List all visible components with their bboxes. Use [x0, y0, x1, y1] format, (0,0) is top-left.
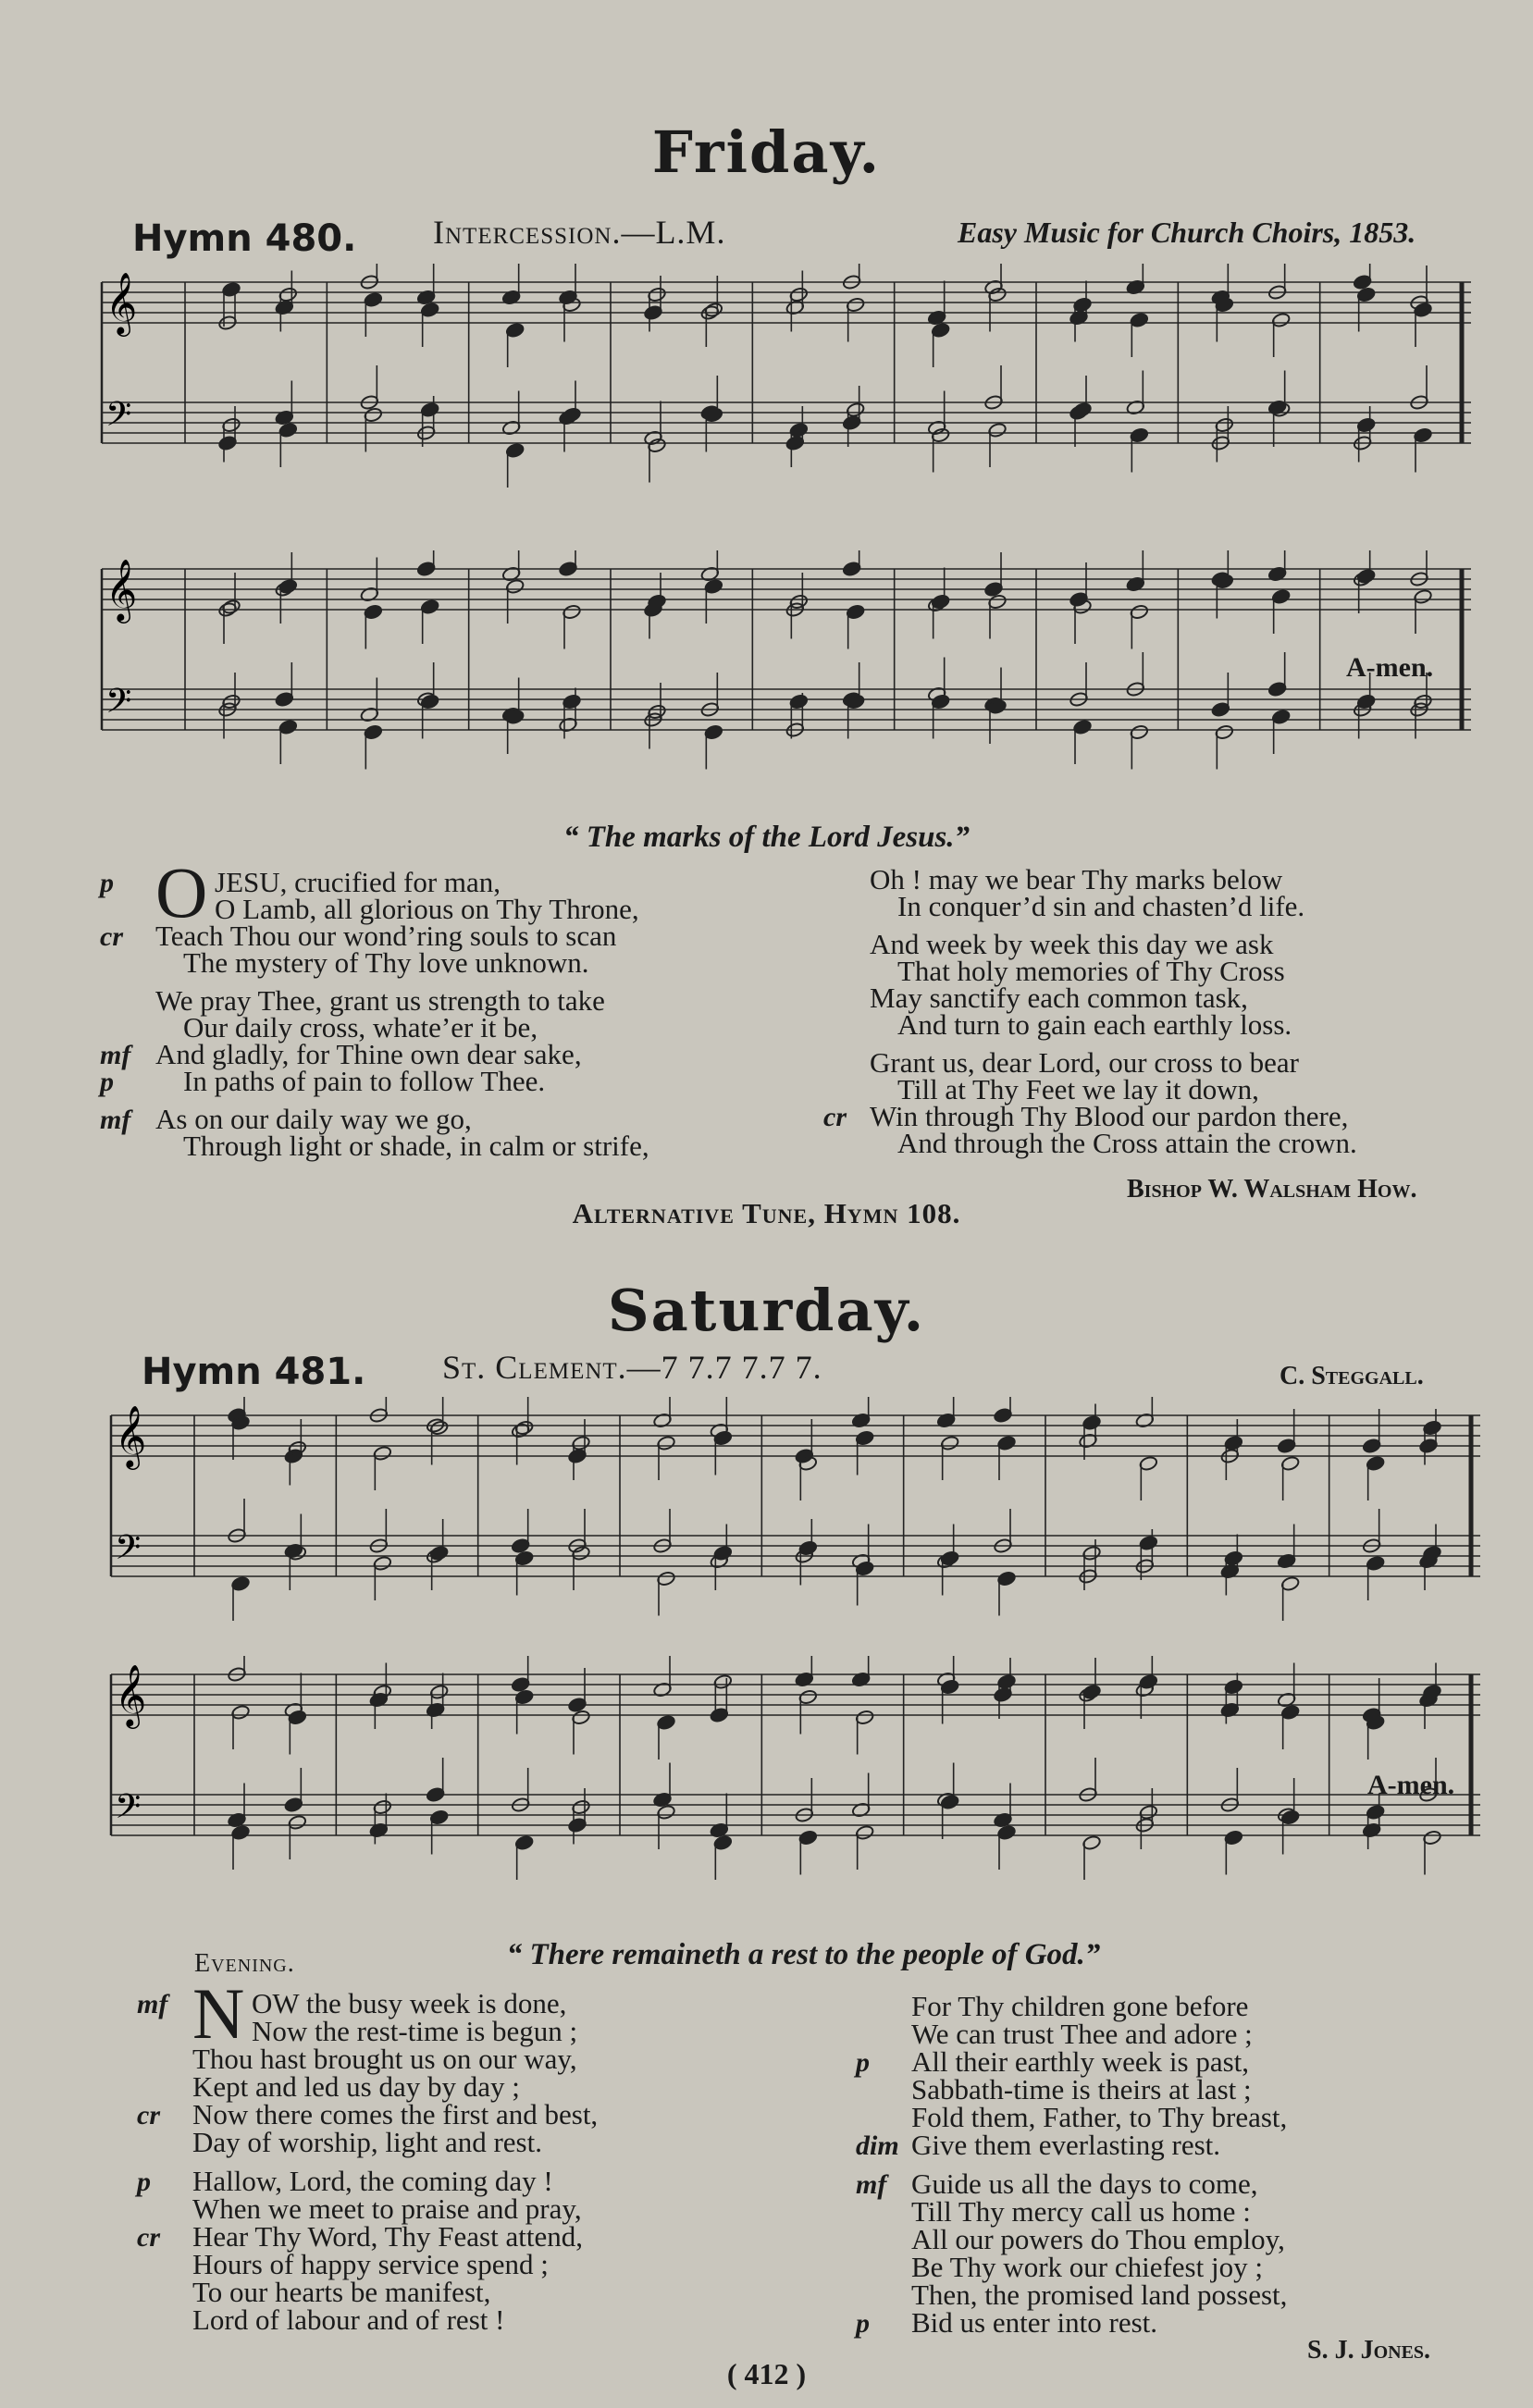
dynamic-marking: mf	[137, 1989, 168, 2019]
hymn-481-amen: A-men.	[1367, 1770, 1455, 1800]
verse-text: And gladly, for Thine own dear sake,	[155, 1038, 582, 1070]
hymn-481-score-system-1	[102, 1397, 1499, 1647]
bass-clef-icon: 𝄢	[105, 395, 132, 442]
verse-text: We pray Thee, grant us strength to take	[155, 984, 605, 1017]
hymn-481-composer: C. Steggall.	[1280, 1362, 1424, 1390]
hymn-480-source: Easy Music for Church Choirs, 1853.	[958, 216, 1416, 249]
verse-line	[823, 1010, 1292, 1039]
verse-line	[856, 2253, 1263, 2281]
treble-clef-icon: 𝄞	[115, 1404, 147, 1467]
verse-line	[137, 2305, 504, 2334]
verse-text: Kept and led us day by day ;	[192, 2070, 520, 2103]
verse-line	[137, 2072, 520, 2101]
verse-line	[856, 2197, 1251, 2226]
hymn-480-score-system-1	[93, 264, 1490, 513]
page-number: ( 412 )	[726, 2357, 807, 2390]
verse-line	[137, 2044, 577, 2073]
verse-text: May sanctify each common task,	[870, 982, 1248, 1014]
verse-line	[856, 1992, 1248, 2020]
dynamic-marking: p	[100, 868, 114, 898]
drop-cap: N	[192, 1973, 245, 2054]
verse-text: For Thy children gone before	[911, 1990, 1249, 2022]
verse-text: O Lamb, all glorious on Thy Throne,	[215, 893, 639, 925]
dynamic-marking: p	[100, 1067, 114, 1097]
hymn-480-scripture: “ The marks of the Lord Jesus.”	[563, 821, 970, 854]
verse-text: Be Thy work our chiefest joy ;	[911, 2251, 1263, 2283]
hymn-480-score-system-2	[93, 550, 1490, 809]
bass-clef-icon: 𝄢	[115, 1528, 142, 1575]
verse-text: All our powers do Thou employ,	[911, 2223, 1285, 2255]
verse-text: Till Thy mercy call us home :	[911, 2195, 1251, 2228]
verse-line	[100, 948, 589, 977]
dynamic-marking: p	[137, 2167, 151, 2197]
verse-line	[856, 2280, 1287, 2309]
verse-text: The mystery of Thy love unknown.	[183, 946, 589, 979]
verse-text: Thou hast brought us on our way,	[192, 2043, 577, 2075]
verse-text: Hallow, Lord, the coming day !	[192, 2165, 553, 2197]
verse-line	[100, 1067, 545, 1096]
dynamic-marking: p	[856, 2047, 870, 2078]
dynamic-marking: mf	[856, 2169, 887, 2200]
verse-text: That holy memories of Thy Cross	[897, 955, 1285, 987]
verse-text: Grant us, dear Lord, our cross to bear	[870, 1046, 1299, 1079]
hymn-480-amen: A-men.	[1346, 652, 1434, 683]
treble-clef-icon: 𝄞	[105, 271, 138, 334]
hymn-480-author: Bishop W. Walsham How.	[1127, 1175, 1417, 1204]
dynamic-marking: cr	[100, 921, 123, 952]
verse-text: And through the Cross attain the crown.	[897, 1127, 1357, 1159]
hymn-481-evening-label: Evening.	[194, 1949, 295, 1978]
verse-line	[137, 2278, 490, 2306]
verse-text: To our hearts be manifest,	[192, 2276, 491, 2308]
verse-text: And turn to gain each earthly loss.	[897, 1008, 1292, 1041]
hymn-481-number: Hymn 481.	[142, 1351, 366, 1393]
verse-line	[856, 2130, 1220, 2160]
verse-line	[137, 2017, 577, 2045]
dynamic-marking: mf	[100, 1105, 131, 1135]
dynamic-marking: mf	[100, 1040, 131, 1070]
verse-line	[137, 2194, 582, 2223]
verse-text: We can trust Thee and adore ;	[911, 2018, 1253, 2050]
verse-line	[856, 2075, 1252, 2104]
treble-clef-icon: 𝄞	[105, 558, 138, 621]
bass-clef-icon: 𝄢	[105, 682, 132, 729]
hymn-481-scripture: “ There remaineth a rest to the people of God.”	[506, 1938, 1101, 1971]
verse-line	[137, 2128, 542, 2156]
verse-text: All their earthly week is past,	[911, 2045, 1250, 2078]
hymn-481-score-system-2	[102, 1656, 1499, 1924]
verse-text: As on our daily way we go,	[155, 1103, 472, 1135]
hymn-480-number: Hymn 480.	[132, 217, 357, 260]
verse-line	[856, 2103, 1287, 2131]
verse-text: Now the rest-time is begun ;	[252, 2015, 578, 2047]
verse-text: Sabbath-time is theirs at last ;	[911, 2073, 1252, 2105]
verse-text: Now there comes the first and best,	[192, 2098, 599, 2130]
verse-line	[856, 2019, 1253, 2048]
verse-text: Lord of labour and of rest !	[192, 2303, 505, 2336]
verse-text: In conquer’d sin and chasten’d life.	[897, 890, 1305, 922]
verse-text: JESU, crucified for man,	[215, 866, 501, 898]
hymn-481-author: S. J. Jones.	[1307, 2336, 1431, 2365]
verse-text: Day of worship, light and rest.	[192, 2126, 542, 2158]
verse-text: Hear Thy Word, Thy Feast attend,	[192, 2220, 583, 2253]
verse-line	[137, 2250, 549, 2278]
dynamic-marking: p	[856, 2308, 870, 2339]
dynamic-marking: cr	[823, 1102, 847, 1132]
verse-text: Teach Thou our wond’ring souls to scan	[155, 920, 617, 952]
verse-text: And week by week this day we ask	[870, 928, 1274, 960]
verse-text: In paths of pain to follow Thee.	[183, 1065, 546, 1097]
verse-text: Fold them, Father, to Thy breast,	[911, 2101, 1288, 2133]
verse-text: Hours of happy service spend ;	[192, 2248, 549, 2280]
drop-cap: O	[155, 852, 208, 932]
alternative-tune-note: Alternative Tune, Hymn 108.	[572, 1197, 961, 1229]
verse-text: Guide us all the days to come,	[911, 2167, 1258, 2200]
verse-line	[100, 1131, 649, 1160]
verse-line	[856, 2225, 1285, 2254]
verse-line	[823, 892, 1304, 920]
verse-text: Bid us enter into rest.	[911, 2306, 1158, 2339]
hymn-480-tune: Intercession.—L.M.	[433, 214, 726, 251]
treble-clef-icon: 𝄞	[115, 1663, 147, 1726]
verse-text: Win through Thy Blood our pardon there,	[870, 1100, 1349, 1132]
verse-text: Give them everlasting rest.	[911, 2129, 1221, 2161]
verse-text: When we meet to praise and pray,	[192, 2192, 582, 2225]
verse-text: Till at Thy Feet we lay it down,	[897, 1073, 1259, 1105]
saturday-heading: Saturday.	[607, 1277, 926, 1344]
verse-text: Through light or shade, in calm or strife,	[183, 1130, 649, 1162]
verse-line	[823, 1129, 1357, 1157]
verse-line	[856, 2308, 1157, 2338]
verse-text: OW the busy week is done,	[252, 1987, 567, 2019]
hymn-481-tune: St. Clement.—7 7.7 7.7 7.	[442, 1349, 822, 1386]
bass-clef-icon: 𝄢	[115, 1787, 142, 1834]
friday-heading: Friday.	[651, 118, 882, 186]
verse-text: Then, the promised land possest,	[911, 2278, 1288, 2311]
dynamic-marking: dim	[856, 2130, 899, 2161]
dynamic-marking: cr	[137, 2100, 160, 2130]
verse-text: Oh ! may we bear Thy marks below	[870, 863, 1283, 895]
dynamic-marking: cr	[137, 2222, 160, 2253]
verse-text: Our daily cross, whate’er it be,	[183, 1011, 538, 1043]
